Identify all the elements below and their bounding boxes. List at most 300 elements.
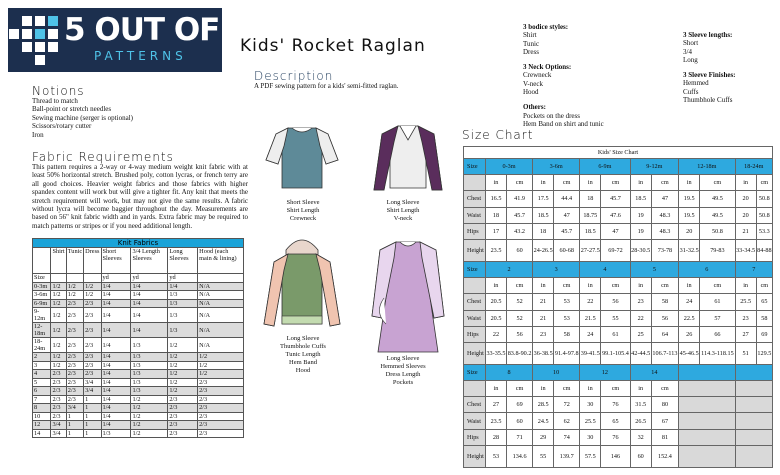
- table-cell: 3/4: [84, 387, 101, 396]
- table-cell: 146: [601, 445, 630, 467]
- table-row: [33, 323, 244, 338]
- table-row: [464, 223, 773, 239]
- table-cell: 2/3: [198, 421, 244, 430]
- figure-caption: [258, 199, 348, 223]
- table-cell: 1/3: [131, 353, 168, 362]
- size-cell: 6-9m: [580, 159, 630, 175]
- unit-cm: cm: [507, 381, 533, 397]
- table-cell: 79-83: [700, 239, 735, 261]
- table-cell: 1/4: [101, 395, 131, 404]
- empty-cell: [679, 381, 735, 397]
- table-cell: N/A: [198, 338, 244, 353]
- table-cell: 1/2: [66, 291, 83, 300]
- table-cell: 19: [630, 207, 651, 223]
- caption-line: Crewneck: [289, 215, 317, 222]
- table-cell: 129.5: [756, 342, 772, 364]
- neck-item: Hood: [523, 88, 539, 97]
- table-cell: 2/3: [84, 299, 101, 308]
- table-cell: 139.7: [554, 445, 580, 467]
- table-row: [33, 338, 244, 353]
- table-cell: 56: [507, 326, 533, 342]
- table-cell: 58: [756, 310, 772, 326]
- table-cell: 99.1-105.4: [601, 342, 630, 364]
- table-cell: 55: [601, 310, 630, 326]
- unit-row: [464, 278, 773, 294]
- table-cell: 2/3: [66, 299, 83, 308]
- table-cell: 2/3: [198, 412, 244, 421]
- table-cell: 114.3-118.15: [700, 342, 735, 364]
- table-cell: 12: [33, 421, 51, 430]
- table-cell: 48.3: [651, 223, 678, 239]
- table-cell: 2/3: [66, 308, 83, 323]
- table-cell: 52: [507, 310, 533, 326]
- table-cell: 74: [554, 429, 580, 445]
- table-cell: 58: [554, 326, 580, 342]
- table-cell: 8: [33, 404, 51, 413]
- bodice-item: Dress: [523, 47, 539, 56]
- table-cell: 48.3: [651, 207, 678, 223]
- table-cell: 21.5: [580, 310, 601, 326]
- table-cell: 22: [485, 326, 506, 342]
- table-cell: 3/4: [66, 404, 83, 413]
- table-cell: 1: [84, 421, 101, 430]
- table-cell: 28: [485, 429, 506, 445]
- table-cell: 24.5: [533, 413, 554, 429]
- table-cell: 2/3: [84, 370, 101, 379]
- table-cell: 1/3: [168, 308, 198, 323]
- row-label: Waist: [464, 207, 486, 223]
- dress-drawing: [372, 242, 444, 352]
- table-cell: 20: [679, 223, 700, 239]
- table-cell: 2/3: [84, 308, 101, 323]
- table-cell: 152.4: [651, 445, 678, 467]
- table-cell: 2/3: [84, 323, 101, 338]
- table-cell: 2/3: [66, 353, 83, 362]
- empty-cell: [735, 429, 772, 445]
- table-header-row: [33, 248, 244, 274]
- table-cell: 22: [630, 310, 651, 326]
- table-cell: N/A: [198, 299, 244, 308]
- table-cell: 1/2: [66, 282, 83, 291]
- unit-cm: cm: [507, 278, 533, 294]
- table-cell: 1/4: [101, 308, 131, 323]
- table-cell: 61: [601, 326, 630, 342]
- unit-in: in: [533, 278, 554, 294]
- table-cell: 20.5: [485, 294, 506, 310]
- table-cell: 69: [507, 397, 533, 413]
- table-cell: 1: [84, 404, 101, 413]
- table-cell: 3/4: [84, 378, 101, 387]
- sleeve-length-item: 3/4: [683, 47, 692, 56]
- empty-cell: [679, 413, 735, 429]
- table-cell: 1/2: [51, 323, 66, 338]
- figure-caption: [358, 355, 448, 387]
- table-cell: 18.5: [580, 223, 601, 239]
- size-cell: 8: [485, 364, 532, 380]
- table-cell: 1/4: [101, 299, 131, 308]
- neck-item: Crewneck: [523, 71, 552, 80]
- table-cell: 0-3m: [33, 282, 51, 291]
- table-cell: 1/3: [168, 299, 198, 308]
- table-cell: 18-24m: [33, 338, 51, 353]
- table-cell: 3/4: [51, 421, 66, 430]
- table-row: [464, 429, 773, 445]
- table-cell: 2/3: [66, 378, 83, 387]
- table-row: [33, 308, 244, 323]
- size-cell: 10: [533, 364, 580, 380]
- unit-cm: cm: [601, 381, 630, 397]
- table-cell: 1/4: [101, 421, 131, 430]
- table-cell: 1/2: [168, 378, 198, 387]
- table-cell: 25.5: [580, 413, 601, 429]
- table-cell: 32: [630, 429, 651, 445]
- table-cell: 71: [507, 429, 533, 445]
- unit-in: in: [630, 381, 651, 397]
- unit-in: in: [485, 381, 506, 397]
- table-cell: 1/2: [168, 338, 198, 353]
- caption-line: Short Sleeve: [286, 199, 320, 206]
- table-cell: 2/3: [66, 395, 83, 404]
- table-row: [33, 361, 244, 370]
- bodice-item: Tunic: [523, 39, 540, 48]
- table-cell: 1/4: [101, 370, 131, 379]
- bodice-heading: 3 bodice styles:: [523, 23, 569, 31]
- table-cell: 2/3: [168, 412, 198, 421]
- table-cell: 1/3: [168, 291, 198, 300]
- notion-item: Thread to match: [32, 97, 78, 105]
- table-cell: 81: [651, 429, 678, 445]
- unit-row: [464, 381, 773, 397]
- table-cell: 2/3: [198, 404, 244, 413]
- table-cell: 31.5: [630, 397, 651, 413]
- table-cell: 24: [679, 294, 700, 310]
- table-cell: 47: [651, 191, 678, 207]
- table-cell: 69: [756, 326, 772, 342]
- column-header: Dress: [84, 248, 101, 274]
- table-cell: 2/3: [66, 387, 83, 396]
- table-cell: 56: [601, 294, 630, 310]
- table-cell: 1/4: [101, 404, 131, 413]
- table-row: [33, 378, 244, 387]
- subheader-cell: [51, 274, 66, 283]
- table-subheader-row: [33, 274, 244, 283]
- table-cell: 2/3: [51, 370, 66, 379]
- table-cell: 52: [507, 294, 533, 310]
- table-cell: 43.2: [507, 223, 533, 239]
- long-sleeve-shirt-drawing: [374, 126, 442, 190]
- table-cell: 33-34.5: [735, 239, 756, 261]
- table-cell: 1/4: [101, 338, 131, 353]
- table-cell: 2/3: [84, 353, 101, 362]
- table-cell: 30: [580, 397, 601, 413]
- column-header: Hood (each main & lining): [198, 248, 244, 274]
- notion-item: Iron: [32, 130, 44, 139]
- table-cell: 47.6: [601, 207, 630, 223]
- sleeve-length-item: Short: [683, 39, 699, 48]
- sleeve-finish-item: Cuffs: [683, 87, 699, 96]
- size-cell: 0-3m: [485, 159, 532, 175]
- table-row: [464, 310, 773, 326]
- table-cell: 27-27.5: [580, 239, 601, 261]
- row-label: Waist: [464, 310, 486, 326]
- table-cell: 45.7: [507, 207, 533, 223]
- table-cell: 1/3: [131, 338, 168, 353]
- table-cell: 21: [533, 310, 554, 326]
- table-cell: 1: [84, 395, 101, 404]
- table-cell: 1/4: [101, 361, 131, 370]
- row-label: Hips: [464, 326, 486, 342]
- table-cell: 19: [630, 223, 651, 239]
- unit-label: [464, 175, 486, 191]
- unit-in: in: [485, 175, 506, 191]
- table-cell: 1/4: [101, 378, 131, 387]
- table-cell: 23: [630, 294, 651, 310]
- table-cell: 3: [33, 361, 51, 370]
- caption-line: Tunic Length: [285, 351, 321, 358]
- table-cell: 18: [485, 207, 506, 223]
- table-cell: 56: [651, 310, 678, 326]
- table-cell: 26: [679, 326, 700, 342]
- logo-main-text: 5 OUT OF 4: [64, 12, 250, 48]
- brand-logo: [8, 8, 250, 72]
- empty-cell: [679, 445, 735, 467]
- table-cell: 60: [507, 413, 533, 429]
- table-cell: 73-78: [651, 239, 678, 261]
- table-cell: 7: [33, 395, 51, 404]
- table-cell: 1/4: [101, 291, 131, 300]
- row-label: Height: [464, 239, 486, 261]
- unit-in: in: [679, 175, 700, 191]
- row-label: Chest: [464, 397, 486, 413]
- table-cell: 80: [651, 397, 678, 413]
- size-cell: 12-18m: [679, 159, 735, 175]
- table-cell: 41.9: [507, 191, 533, 207]
- table-row: [33, 412, 244, 421]
- sleeve-length-item: Long: [683, 55, 698, 64]
- fabric-text: This pattern requires a 2-way or 4-way medium weight knit fabric with at least 50% horizontal stretch. Brushed poly, cotton lycras, or french terry are all good choices. Heavier weight fabrics and those fabrics with higher spandex content will work but will give a tighter fit. Any knit that meets the stretch requirement will work, but may not give the same results. A fabric without lycra will become baggier throughout the day. Measurements are based on 56" knit fabric width and in yards. Extra fabric may be required to match patterns or stripes or if you need additional length.: [32, 163, 248, 230]
- table-cell: 21: [533, 294, 554, 310]
- table-cell: 1/2: [131, 412, 168, 421]
- table-row: [464, 342, 773, 364]
- unit-cm: cm: [601, 278, 630, 294]
- unit-cm: cm: [651, 381, 678, 397]
- unit-cm: cm: [700, 175, 735, 191]
- table-cell: 53: [554, 294, 580, 310]
- sleeve-finish-item: Thumbhole Cuffs: [683, 96, 733, 105]
- size-label: Size: [464, 159, 486, 175]
- table-row: [33, 387, 244, 396]
- table-cell: 1/4: [168, 282, 198, 291]
- subheader-cell: [66, 274, 83, 283]
- table-cell: 1/3: [131, 370, 168, 379]
- table-row: [464, 191, 773, 207]
- sleeve-length-heading: 3 Sleeve lengths:: [683, 31, 733, 39]
- table-cell: 24: [580, 326, 601, 342]
- table-cell: 106.7-113: [651, 342, 678, 364]
- table-row: [464, 239, 773, 261]
- table-cell: 2/3: [51, 378, 66, 387]
- subheader-cell: yd: [101, 274, 131, 283]
- table-cell: 24-26.5: [533, 239, 554, 261]
- neck-heading: 3 Neck Options:: [523, 63, 572, 72]
- table-cell: 1/2: [131, 429, 168, 438]
- table-cell: 2/3: [51, 395, 66, 404]
- size-chart-title-row: [464, 147, 773, 159]
- unit-cm: cm: [756, 278, 772, 294]
- unit-cm: cm: [700, 278, 735, 294]
- unit-cm: cm: [507, 175, 533, 191]
- table-cell: 18.5: [533, 207, 554, 223]
- table-row: [464, 445, 773, 467]
- table-cell: 45.7: [601, 191, 630, 207]
- table-cell: 9-12m: [33, 308, 51, 323]
- unit-in: in: [630, 278, 651, 294]
- table-cell: 2/3: [84, 361, 101, 370]
- table-cell: 1/2: [198, 361, 244, 370]
- row-label: Chest: [464, 191, 486, 207]
- table-cell: 2/3: [66, 323, 83, 338]
- table-cell: 1/4: [101, 412, 131, 421]
- others-heading: Others:: [523, 103, 546, 112]
- description-heading: Description: [254, 69, 334, 83]
- table-cell: 1/3: [168, 323, 198, 338]
- table-cell: 45-46.5: [679, 342, 700, 364]
- table-cell: 1/4: [101, 353, 131, 362]
- size-header-row: [464, 364, 773, 380]
- table-cell: 44.4: [554, 191, 580, 207]
- unit-cm: cm: [554, 175, 580, 191]
- table-row: [33, 282, 244, 291]
- table-row: [33, 404, 244, 413]
- table-cell: 23: [735, 310, 756, 326]
- unit-in: in: [630, 175, 651, 191]
- table-row: [33, 429, 244, 438]
- caption-line: Shirt Length: [286, 207, 320, 214]
- table-cell: 72: [554, 397, 580, 413]
- table-cell: 33-35.5: [485, 342, 506, 364]
- table-cell: 23.5: [485, 413, 506, 429]
- table-cell: 60: [507, 239, 533, 261]
- table-cell: 1/2: [51, 299, 66, 308]
- table-cell: 1/2: [131, 404, 168, 413]
- table-row: [464, 397, 773, 413]
- size-cell: 3-6m: [533, 159, 580, 175]
- caption-line: Hood: [295, 367, 311, 374]
- bodice-item: Shirt: [523, 31, 537, 40]
- size-cell: 14: [630, 364, 679, 380]
- caption-line: Hem Band: [289, 359, 317, 366]
- table-row: [464, 326, 773, 342]
- table-row: [33, 395, 244, 404]
- table-cell: 1/4: [131, 308, 168, 323]
- table-cell: 19.5: [679, 207, 700, 223]
- table-cell: 2/3: [198, 429, 244, 438]
- size-cell: 18-24m: [735, 159, 772, 175]
- subheader-cell: yd: [131, 274, 168, 283]
- table-cell: 1/2: [168, 353, 198, 362]
- size-cell: 2: [485, 261, 532, 277]
- short-sleeve-shirt-drawing: [266, 128, 338, 188]
- page-title: Kids' Rocket Raglan: [240, 36, 426, 56]
- caption-line: Long Sleeve: [386, 199, 420, 206]
- table-cell: 27: [735, 326, 756, 342]
- others-item: Pockets on the dress: [523, 111, 580, 120]
- table-cell: 22.5: [679, 310, 700, 326]
- table-cell: 1/4: [131, 291, 168, 300]
- table-cell: 1/2: [51, 361, 66, 370]
- column-header: Short Sleeves: [101, 248, 131, 274]
- table-cell: 1/3: [131, 378, 168, 387]
- unit-in: in: [735, 175, 756, 191]
- table-cell: 60-68: [554, 239, 580, 261]
- subheader-cell: Size: [33, 274, 51, 283]
- table-cell: N/A: [198, 308, 244, 323]
- size-chart-heading: Size Chart: [462, 128, 534, 142]
- column-header: Long Sleeves: [168, 248, 198, 274]
- knit-fabrics-table: [32, 238, 244, 438]
- table-cell: 50.8: [756, 191, 772, 207]
- table-cell: 14: [33, 429, 51, 438]
- table-cell: 25: [630, 326, 651, 342]
- table-cell: 61: [700, 294, 735, 310]
- size-cell: 12: [580, 364, 630, 380]
- table-cell: 1: [66, 421, 83, 430]
- unit-in: in: [580, 278, 601, 294]
- unit-row: [464, 175, 773, 191]
- table-cell: 2/3: [51, 387, 66, 396]
- empty-cell: [679, 397, 735, 413]
- unit-cm: cm: [651, 175, 678, 191]
- table-cell: 53: [485, 445, 506, 467]
- style-options-left: [523, 23, 663, 128]
- table-cell: 1/2: [168, 361, 198, 370]
- hooded-tunic-drawing: [264, 240, 340, 326]
- notion-item: Sewing machine (serger is optional): [32, 113, 133, 122]
- table-cell: 1: [66, 429, 83, 438]
- table-cell: 20: [735, 207, 756, 223]
- table-cell: 1/4: [101, 282, 131, 291]
- unit-cm: cm: [651, 278, 678, 294]
- caption-line: V-neck: [393, 215, 413, 222]
- unit-in: in: [485, 278, 506, 294]
- table-cell: 47: [554, 207, 580, 223]
- table-row: [33, 353, 244, 362]
- table-cell: 22: [580, 294, 601, 310]
- table-cell: 62: [554, 413, 580, 429]
- table-cell: 19.5: [679, 191, 700, 207]
- table-cell: 27: [485, 397, 506, 413]
- table-cell: 1/4: [101, 323, 131, 338]
- size-cell: 6: [679, 261, 735, 277]
- empty-cell: [735, 445, 772, 467]
- table-cell: 1/2: [198, 353, 244, 362]
- size-cell: 9-12m: [630, 159, 679, 175]
- table-cell: 50.8: [756, 207, 772, 223]
- column-header: Tunic: [66, 248, 83, 274]
- table-cell: 1: [66, 412, 83, 421]
- table-cell: 5: [33, 378, 51, 387]
- caption-line: Dress Length: [385, 371, 421, 378]
- table-cell: 1/2: [168, 370, 198, 379]
- table-cell: 2/3: [168, 395, 198, 404]
- row-label: Hips: [464, 429, 486, 445]
- table-cell: 45.7: [554, 223, 580, 239]
- table-row: [33, 291, 244, 300]
- table-cell: 2/3: [51, 412, 66, 421]
- table-cell: 29: [533, 429, 554, 445]
- table-cell: 2/3: [66, 370, 83, 379]
- logo-sub-text: PATTERNS: [94, 49, 187, 63]
